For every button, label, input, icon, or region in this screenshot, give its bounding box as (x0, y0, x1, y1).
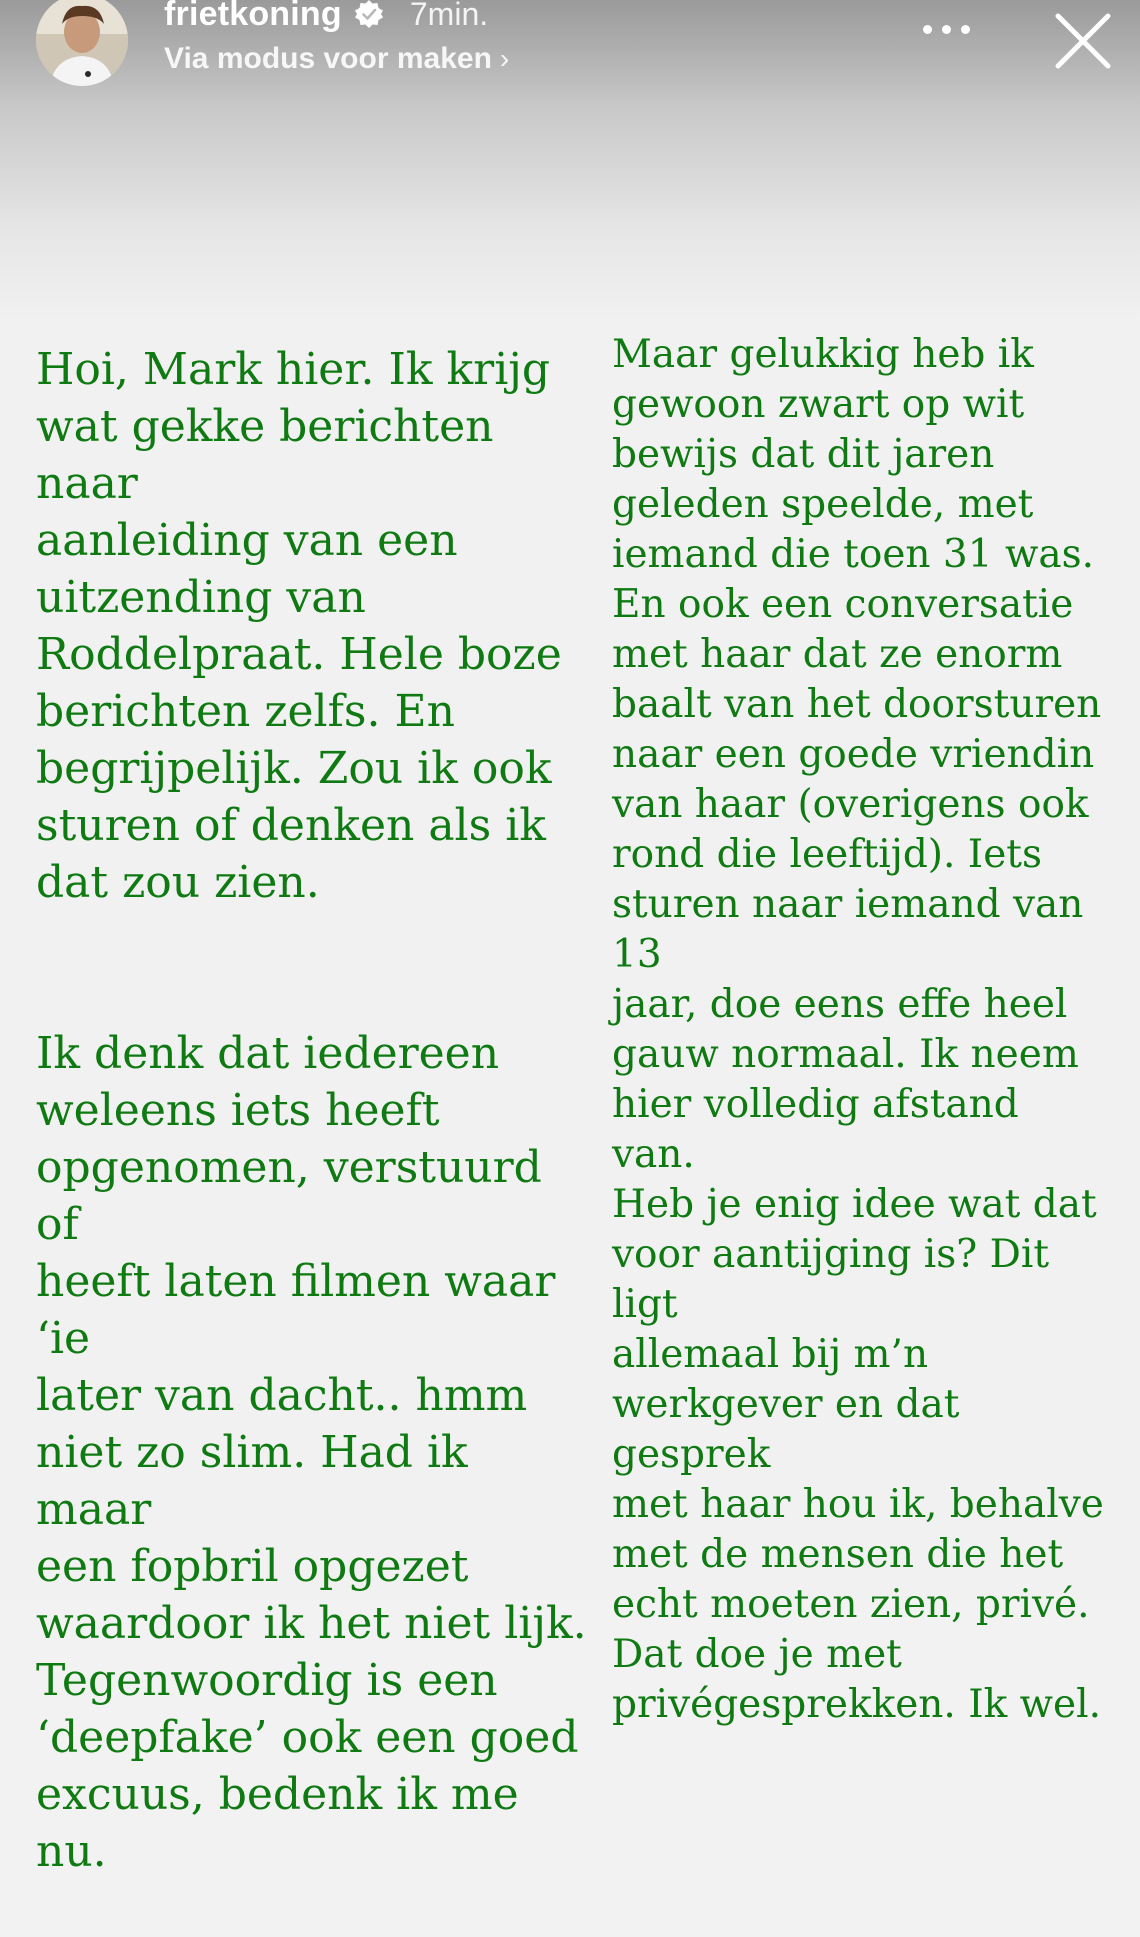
story-paragraph-3: Maar gelukkig heb ik gewoon zwart op wit bewijs dat dit jaren geleden speelde, met iemand die toen 31 was. En ook een conversatie met haar dat ze enorm baalt van het doorsturen naar een goede vriendin van haar (overigens ook rond die leeftijd). Iets sturen naar iemand van 13 jaar, doe eens effe heel gauw normaal. Ik neem hier volledig afstand van. Heb je enig idee wat dat voor aantijging is? Dit ligt allemaal bij m’n werkgever en dat gesprek met haar hou ik, behalve met de mensen die het echt moeten zien, privé. Dat doe je met privégesprekken. Ik wel. (612, 332, 1104, 1727)
story-text-left-column (36, 284, 596, 1937)
story-text-right-column (612, 280, 1112, 1780)
subline-text: Via modus voor maken (164, 42, 492, 75)
verified-badge-icon (354, 0, 384, 29)
story-paragraph-1: Hoi, Mark hier. Ik krijg wat gekke berichten naar aanleiding van een uitzending van Roddelpraat. Hele boze berichten zelfs. En begrijpelijk. Zou ik ook sturen of denken als ik dat zou zien. (36, 344, 562, 908)
username-row (164, 0, 488, 38)
creation-mode-link[interactable] (164, 42, 509, 76)
post-time: 7min. (409, 0, 489, 32)
story-paragraph-2: Ik denk dat iedereen weleens iets heeft opgenomen, verstuurd of heeft laten filmen waar ‘ie later van dacht.. hmm niet zo slim. Had ik maar een fopbril opgezet waardoor ik het niet lijk. Tegenwoordig is een ‘deepfake’ ook een goed excuus, bedenk ik me nu. (36, 1028, 587, 1877)
story-header (0, 0, 1140, 100)
more-dots-icon[interactable] (918, 14, 974, 44)
more-dot (923, 25, 932, 34)
username[interactable]: frietkoning (164, 0, 342, 33)
chevron-right-icon: › (499, 43, 510, 74)
more-dot (961, 25, 970, 34)
close-icon[interactable] (1048, 6, 1118, 76)
more-dot (942, 25, 951, 34)
avatar[interactable] (36, 0, 128, 86)
